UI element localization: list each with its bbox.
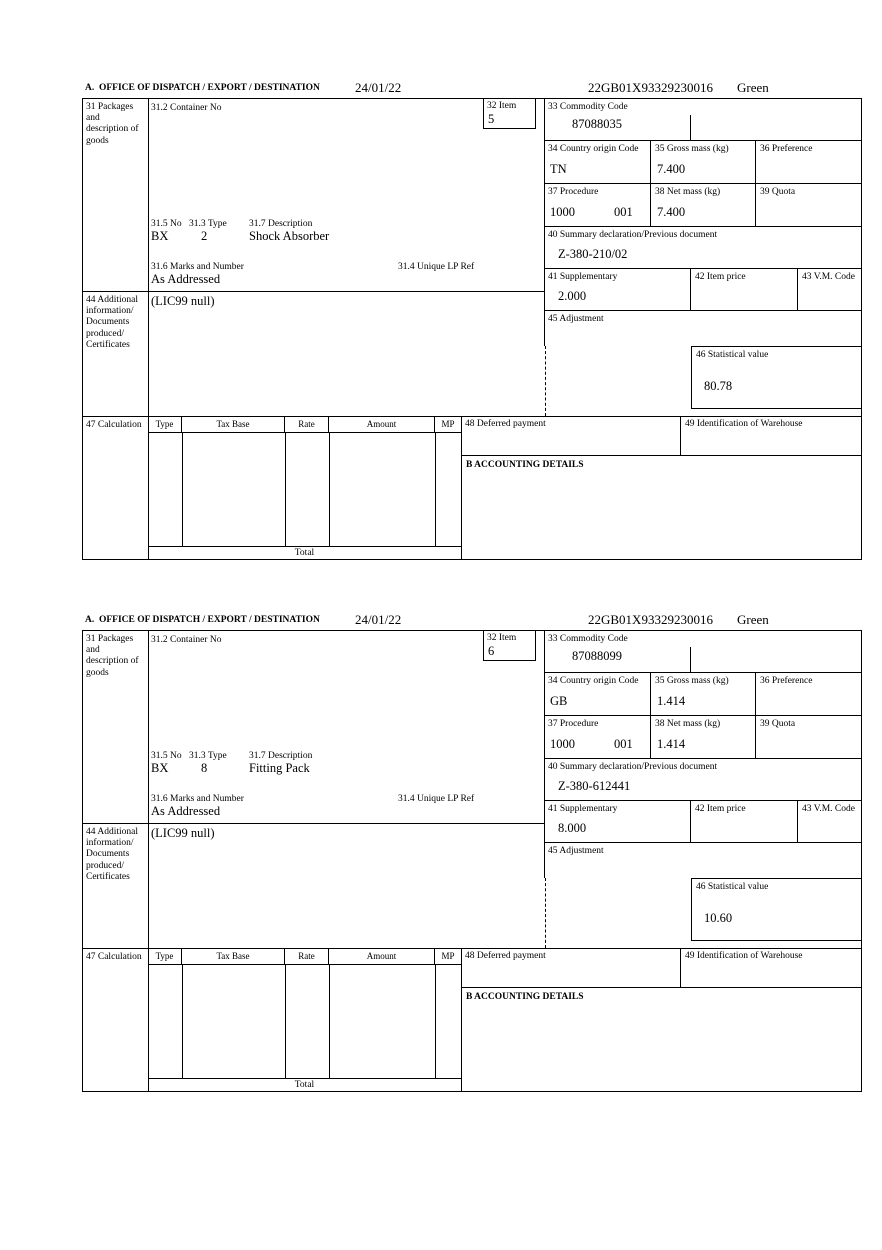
summary-declaration-value: Z-380-612441 <box>558 779 631 793</box>
box45-label: 45 Adjustment <box>548 314 604 324</box>
box49-warehouse-identification <box>681 948 861 988</box>
box34-label: 34 Country origin Code <box>548 144 639 154</box>
box41-label: 41 Supplementary <box>548 272 618 282</box>
package-count-value: 8 <box>201 761 208 775</box>
box44-additional-info-label: 44 Additional information/ Documents produced/ Certificates <box>86 827 138 882</box>
box31-3-type-label: 31.3 Type <box>189 751 227 761</box>
box31-2-container-label: 31.2 Container No <box>151 635 222 645</box>
box31-6-marks-label: 31.6 Marks and Number <box>151 794 244 804</box>
goods-description-value: Shock Absorber <box>249 229 330 243</box>
box46-statistical-value <box>691 878 861 941</box>
box49-label: 49 Identification of Warehouse <box>685 419 803 429</box>
item-number-value: 6 <box>488 644 495 659</box>
procedure-value: 1000 <box>550 205 575 219</box>
item-form <box>82 630 862 1092</box>
box45-adjustment <box>544 843 861 878</box>
routing-status: Green <box>737 612 769 627</box>
box36-preference <box>756 673 861 716</box>
additional-information-value: (LIC99 null) <box>151 294 215 308</box>
box31-5-no-label: 31.5 No <box>151 219 182 229</box>
calc-column-line <box>285 433 286 546</box>
left-column-divider <box>148 631 149 1091</box>
total-label: Total <box>294 548 315 558</box>
declaration-reference: 22GB01X93329230016 <box>588 80 713 95</box>
marks-and-numbers-value: As Addressed <box>151 272 221 286</box>
box35-gross-mass <box>651 141 756 184</box>
box31-7-description-label: 31.7 Description <box>249 751 313 761</box>
total-label: Total <box>294 1080 315 1090</box>
box48-label: 48 Deferred payment <box>465 419 546 429</box>
calc-col-tax-base: Tax Base <box>182 416 285 432</box>
box32-item <box>483 99 536 129</box>
box43-vm-code <box>798 269 861 311</box>
country-origin-value: TN <box>550 162 567 176</box>
box31-5-no-label: 31.5 No <box>151 751 182 761</box>
item-form <box>82 98 862 560</box>
calc-column-line <box>329 965 330 1078</box>
box44-additional-info-label: 44 Additional information/ Documents produced/ Certificates <box>86 295 138 350</box>
box47-calculation-label: 47 Calculation <box>86 952 142 962</box>
calc-column-line <box>182 965 183 1078</box>
box31-7-description-label: 31.7 Description <box>249 219 313 229</box>
box40-label: 40 Summary declaration/Previous document <box>548 230 718 240</box>
box46-statistical-value <box>691 346 861 409</box>
box32-item <box>483 631 536 661</box>
box34-country-origin <box>544 141 651 184</box>
box46-label: 46 Statistical value <box>696 882 769 892</box>
net-mass-value: 7.400 <box>657 205 686 219</box>
statistical-value: 80.78 <box>704 379 733 393</box>
box43-label: 43 V.M. Code <box>802 804 855 814</box>
box44-top-line <box>83 823 544 824</box>
box42-label: 42 Item price <box>695 804 746 814</box>
procedure-second-value: 001 <box>614 737 633 751</box>
gross-mass-value: 7.400 <box>657 162 686 176</box>
box33-label: 33 Commodity Code <box>548 102 628 112</box>
calc-column-line <box>329 433 330 546</box>
goods-description-value: Fitting Pack <box>249 761 310 775</box>
box37-procedure <box>544 716 651 759</box>
left-column-divider <box>148 99 149 559</box>
calc-col-mp: MP <box>441 951 455 961</box>
package-kind-value: BX <box>151 229 169 243</box>
calc-column-line <box>435 965 436 1078</box>
box33-commodity-code <box>544 99 861 141</box>
box31-6-marks-label: 31.6 Marks and Number <box>151 262 244 272</box>
additional-information-value: (LIC99 null) <box>151 826 215 840</box>
box42-item-price <box>691 269 798 311</box>
box41-supplementary <box>544 801 691 843</box>
statistical-value: 10.60 <box>704 911 733 925</box>
calc-col-amount: Amount <box>329 948 435 964</box>
total-row-top-line <box>148 1078 461 1079</box>
net-mass-value: 1.414 <box>657 737 686 751</box>
calc-col-mp: MP <box>441 419 455 429</box>
box37-label: 37 Procedure <box>548 719 599 729</box>
calc-col-rate: Rate <box>285 416 329 432</box>
declaration-item-section <box>0 612 882 1144</box>
box32-item-label: 32 Item <box>487 101 517 111</box>
box37-procedure <box>544 184 651 227</box>
commodity-code-value: 87088099 <box>572 649 622 663</box>
declaration-date: 24/01/22 <box>355 80 402 95</box>
office-of-dispatch-label: A. OFFICE OF DISPATCH / EXPORT / DESTINATION <box>85 615 320 625</box>
supplementary-units-value: 8.000 <box>558 821 587 835</box>
box39-label: 39 Quota <box>760 187 796 197</box>
box38-label: 38 Net mass (kg) <box>655 187 721 197</box>
box49-warehouse-identification <box>681 416 861 456</box>
box34-label: 34 Country origin Code <box>548 676 639 686</box>
box46-label: 46 Statistical value <box>696 350 769 360</box>
box39-quota <box>756 716 861 759</box>
box31-packages-label: 31 Packages and description of goods <box>86 102 139 146</box>
box38-net-mass <box>651 716 756 759</box>
box33-label: 33 Commodity Code <box>548 634 628 644</box>
box40-label: 40 Summary declaration/Previous document <box>548 762 718 772</box>
procedure-second-value: 001 <box>614 205 633 219</box>
box38-net-mass <box>651 184 756 227</box>
box31-2-container-label: 31.2 Container No <box>151 103 222 113</box>
gross-mass-value: 1.414 <box>657 694 686 708</box>
supplementary-units-value: 2.000 <box>558 289 587 303</box>
package-kind-value: BX <box>151 761 169 775</box>
box42-item-price <box>691 801 798 843</box>
box38-label: 38 Net mass (kg) <box>655 719 721 729</box>
calc-column-line <box>435 433 436 546</box>
box33-commodity-code <box>544 631 861 673</box>
box45-adjustment <box>544 311 861 346</box>
calc-col-amount: Amount <box>329 416 435 432</box>
dashed-divider <box>545 878 546 948</box>
procedure-value: 1000 <box>550 737 575 751</box>
box45-label: 45 Adjustment <box>548 846 604 856</box>
box35-label: 35 Gross mass (kg) <box>655 676 729 686</box>
box31-4-unique-lp-ref-label: 31.4 Unique LP Ref <box>398 262 475 272</box>
country-origin-value: GB <box>550 694 568 708</box>
commodity-code-value: 87088035 <box>572 117 622 131</box>
declaration-item-section <box>0 80 882 612</box>
box44-top-line <box>83 291 544 292</box>
box40-summary-declaration <box>544 759 861 801</box>
box36-label: 36 Preference <box>760 676 813 686</box>
box35-label: 35 Gross mass (kg) <box>655 144 729 154</box>
box32-item-label: 32 Item <box>487 633 517 643</box>
box48-deferred-payment <box>461 416 681 456</box>
calc-col-tax-base: Tax Base <box>182 948 285 964</box>
section-header <box>0 80 882 98</box>
commodity-code-subdivision-line <box>690 115 691 141</box>
calc-column-line <box>285 965 286 1078</box>
box36-preference <box>756 141 861 184</box>
box37-label: 37 Procedure <box>548 187 599 197</box>
box41-supplementary <box>544 269 691 311</box>
declaration-date: 24/01/22 <box>355 612 402 627</box>
calc-col-type: Type <box>148 948 182 964</box>
calc-col-rate: Rate <box>285 948 329 964</box>
calc-column-line <box>182 433 183 546</box>
office-of-dispatch-label: A. OFFICE OF DISPATCH / EXPORT / DESTINATION <box>85 83 320 93</box>
box41-label: 41 Supplementary <box>548 804 618 814</box>
declaration-reference: 22GB01X93329230016 <box>588 612 713 627</box>
accounting-details-label: B ACCOUNTING DETAILS <box>466 992 584 1002</box>
total-row-top-line <box>148 546 461 547</box>
box47-calculation-label: 47 Calculation <box>86 420 142 430</box>
calc-col-type: Type <box>148 416 182 432</box>
box39-label: 39 Quota <box>760 719 796 729</box>
box31-4-unique-lp-ref-label: 31.4 Unique LP Ref <box>398 794 475 804</box>
summary-declaration-value: Z-380-210/02 <box>558 247 628 261</box>
commodity-code-subdivision-line <box>690 647 691 673</box>
box42-label: 42 Item price <box>695 272 746 282</box>
package-count-value: 2 <box>201 229 208 243</box>
box43-label: 43 V.M. Code <box>802 272 855 282</box>
box31-3-type-label: 31.3 Type <box>189 219 227 229</box>
box48-label: 48 Deferred payment <box>465 951 546 961</box>
dashed-divider <box>545 346 546 416</box>
box40-summary-declaration <box>544 227 861 269</box>
box43-vm-code <box>798 801 861 843</box>
box35-gross-mass <box>651 673 756 716</box>
box39-quota <box>756 184 861 227</box>
box49-label: 49 Identification of Warehouse <box>685 951 803 961</box>
marks-and-numbers-value: As Addressed <box>151 804 221 818</box>
box36-label: 36 Preference <box>760 144 813 154</box>
box48-deferred-payment <box>461 948 681 988</box>
box34-country-origin <box>544 673 651 716</box>
accounting-details-label: B ACCOUNTING DETAILS <box>466 460 584 470</box>
box31-packages-label: 31 Packages and description of goods <box>86 634 139 678</box>
section-header <box>0 612 882 630</box>
calculation-table-header <box>148 948 461 965</box>
item-number-value: 5 <box>488 112 495 127</box>
calculation-table-header <box>148 416 461 433</box>
routing-status: Green <box>737 80 769 95</box>
